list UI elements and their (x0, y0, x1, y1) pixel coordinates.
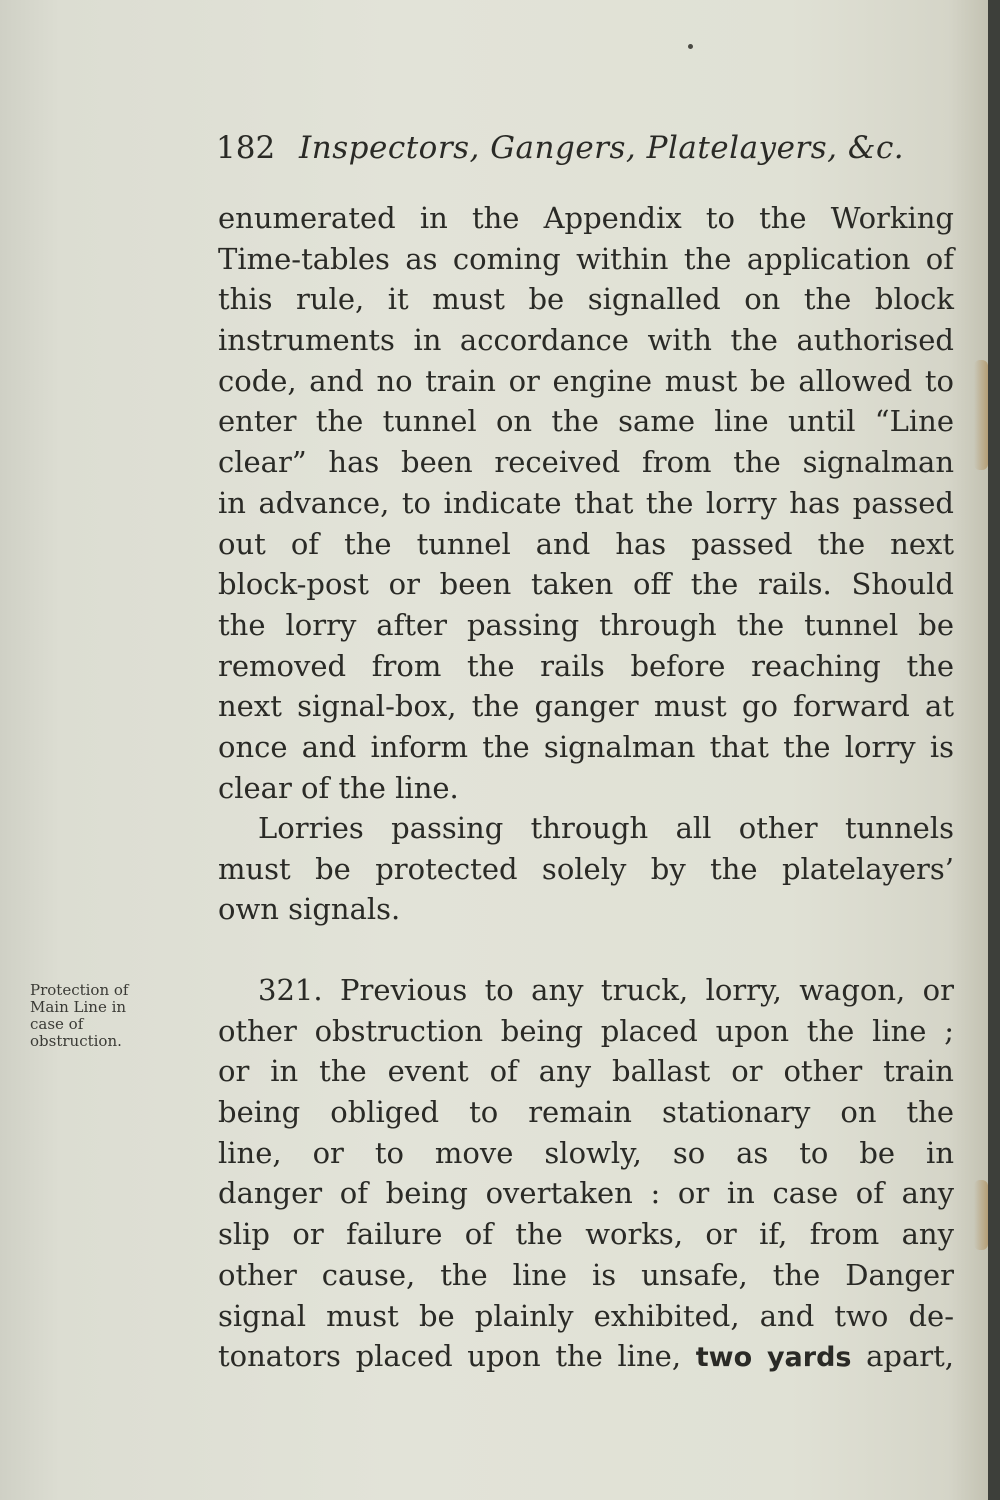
emphasis-two-yards: two yards (695, 1342, 852, 1374)
text-line: line, or to move slowly, so as to be in (218, 1135, 954, 1170)
text-line: code, and no train or engine must be allowed to (218, 363, 954, 398)
page-number: 182 (216, 130, 276, 166)
text-line: danger of being overtaken : or in case of any (218, 1176, 954, 1211)
text-line: out of the tunnel and has passed the next (218, 526, 954, 561)
margin-sidenote (30, 982, 190, 1050)
sidenote-line: Main Line in (30, 998, 127, 1016)
text-line: instruments in accordance with the authorised (218, 323, 954, 358)
text-line: once and inform the signalman that the lorry is (218, 729, 954, 764)
text-line: removed from the rails before reaching the (218, 648, 954, 683)
text-line: being obliged to remain stationary on the (218, 1095, 954, 1130)
text-line: enumerated in the Appendix to the Working (218, 201, 954, 235)
text-line: 321. Previous to any truck, lorry, wagon, or (258, 973, 954, 1007)
lorries-paragraph (218, 808, 954, 930)
text-line-final (218, 1336, 954, 1377)
text-line: Lorries passing through all other tunnels (258, 811, 954, 845)
text-line: clear of the line. (218, 770, 459, 805)
sidenote-line: case of (30, 1015, 84, 1033)
text-line: enter the tunnel on the same line until “Line (218, 404, 954, 439)
text-line: next signal-box, the ganger must go forward at (218, 689, 954, 724)
text-line: this rule, it must be signalled on the block (218, 282, 954, 317)
ink-speck (688, 44, 693, 49)
edge-stain (974, 360, 988, 470)
sidenote-line: Protection of (30, 981, 129, 999)
sidenote-line: obstruction. (30, 1032, 122, 1050)
text-line: the lorry after passing through the tunnel be (218, 607, 954, 642)
text-line: other cause, the line is unsafe, the Danger (218, 1257, 954, 1292)
edge-stain (974, 1180, 988, 1250)
continued-paragraph (218, 198, 954, 808)
text-line: own signals. (218, 892, 401, 927)
text-line: or in the event of any ballast or other train (218, 1054, 954, 1089)
final-line-start: tonators placed upon the line, (218, 1339, 682, 1374)
text-line: signal must be plainly exhibited, and two de- (218, 1298, 954, 1333)
text-line: slip or failure of the works, or if, from any (218, 1217, 954, 1252)
text-line: block-post or been taken off the rails. Should (218, 567, 954, 602)
text-line: other obstruction being placed upon the line ; (218, 1013, 954, 1048)
running-header (216, 126, 916, 170)
running-head-title: Inspectors, Gangers, Platelayers, &c. (299, 130, 905, 166)
text-line: must be protected solely by the platelayers’ (218, 851, 954, 886)
rule-321-paragraph (218, 970, 954, 1377)
text-line: in advance, to indicate that the lorry has passed (218, 485, 954, 520)
text-line: clear” has been received from the signalman (218, 445, 954, 480)
final-line-end: apart, (866, 1339, 955, 1374)
text-line: Time-tables as coming within the application of (218, 241, 954, 276)
